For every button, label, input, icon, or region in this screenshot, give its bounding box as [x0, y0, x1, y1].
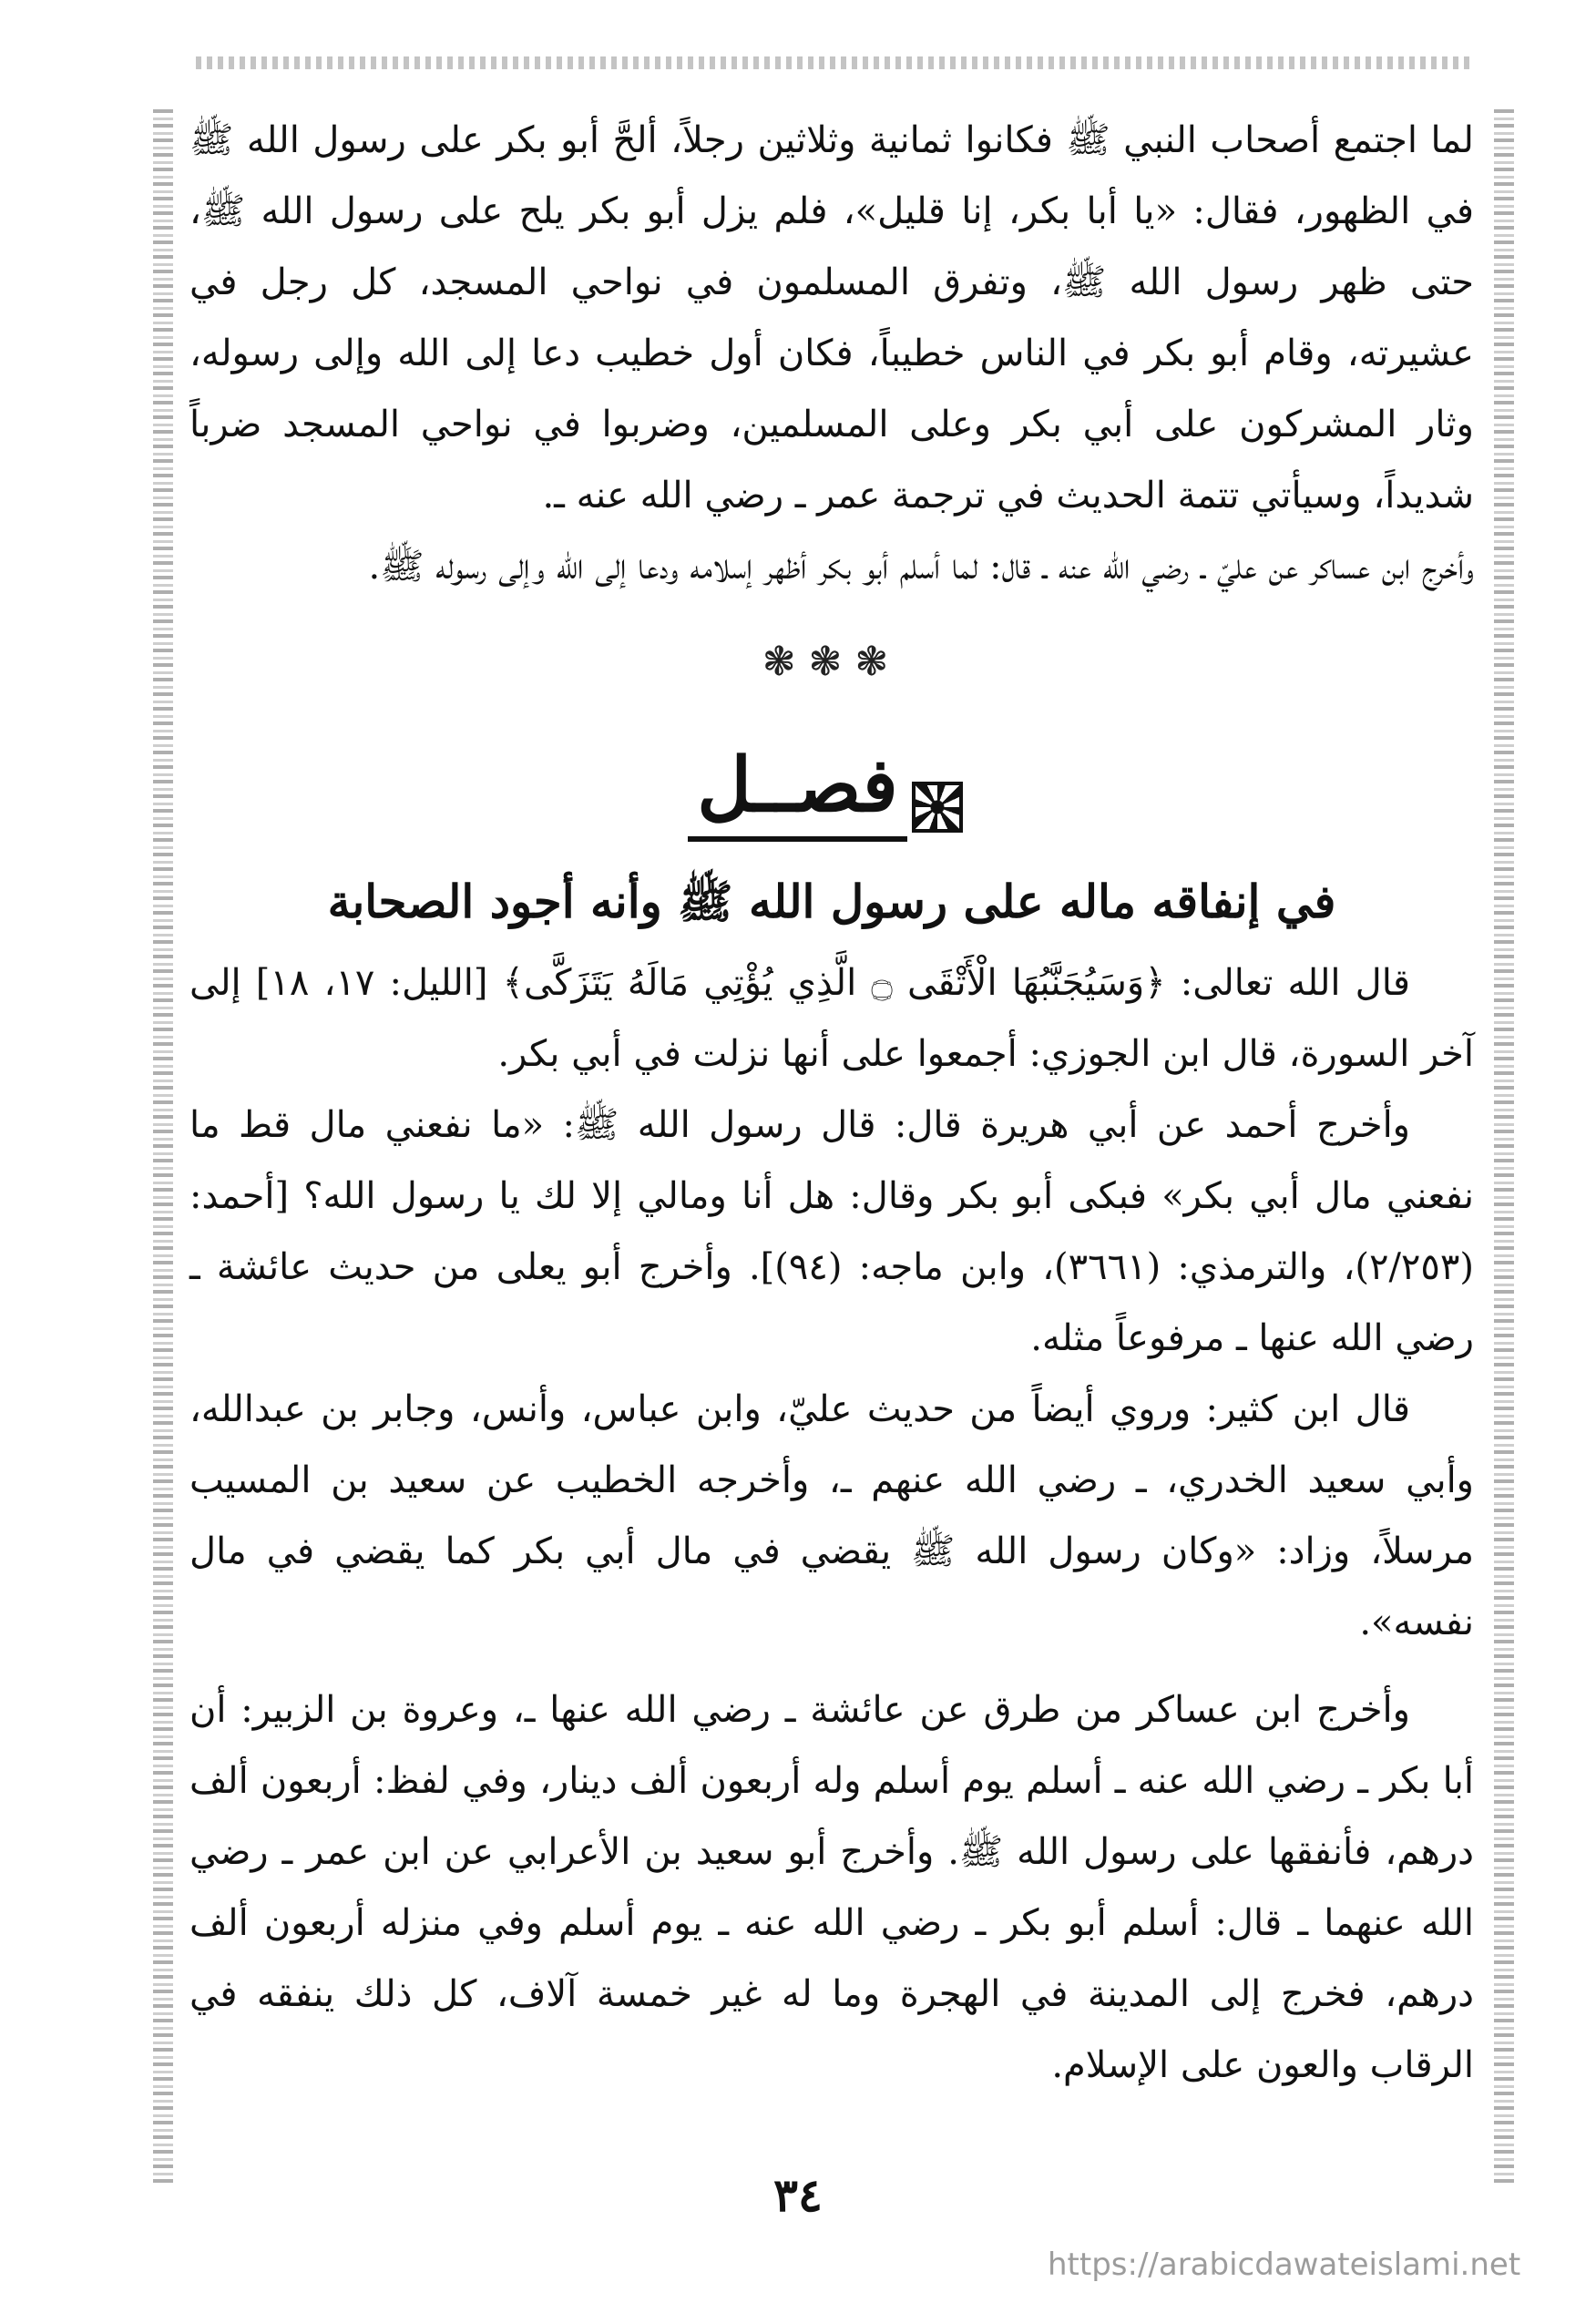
- watermark-url: https://arabicdawateislami.net: [1048, 2246, 1521, 2283]
- paragraph-ahmad-hadith: وأخرج أحمد عن أبي هريرة قال: قال رسول الله ﷺ: «ما نفعني مال قط ما نفعني مال أبي بكر» فبكى أبو بكر وقال: هل أنا ومالي إلا لك يا رسول الله؟ [أحمد: (٢/٢٥٣)، والترمذي: (٣٦٦١)، وابن ماجه: (٩٤)]. وأخرج أبو يعلى من حديث عائشة ـ رضي الله عنها ـ مرفوعاً مثله.: [189, 1104, 1474, 1359]
- paragraph-ibn-kathir: قال ابن كثير: وروي أيضاً من حديث عليّ، وابن عباس، وأنس، وجابر بن عبدالله، وأبي سعيد الخدري، ـ رضي الله عنهم ـ، وأخرجه الخطيب عن سعيد بن المسيب مرسلاً، وزاد: «وكان رسول الله ﷺ يقضي في مال أبي بكر كما يقضي في مال نفسه».: [189, 1388, 1475, 1643]
- right-decorative-border: [1494, 109, 1514, 2186]
- section-heading: [189, 740, 1474, 842]
- paragraph-ibn-asakir-ali: وأخرج ابن عساكر عن عليّ ـ رضي الله عنه ـ قال: لما أسلم أبو بكر أظهر إسلامه ودعا إلى الله وإلى رسوله ﷺ.: [368, 546, 1474, 588]
- section-title: في إنفاقه ماله على رسول الله ﷺ وأنه أجود الصحابة: [327, 875, 1336, 928]
- paragraph-quran-verse: قال الله تعالى: ﴿وَسَيُجَنَّبُهَا الْأَتْقَى ۝ الَّذِي يُؤْتِي مَالَهُ يَتَزَكَّى﴾ [الليل: ١٧، ١٨] إلى آخر السورة، قال ابن الجوزي: أجمعوا على أنها نزلت في أبي بكر.: [189, 962, 1474, 1075]
- separator-stars: ❃❃❃: [762, 639, 902, 685]
- geometric-ornament-icon: [912, 782, 963, 833]
- left-decorative-border: [153, 109, 173, 2186]
- paragraph-companions-gathering: لما اجتمع أصحاب النبي ﷺ فكانوا ثمانية وثلاثين رجلاً، ألحَّ أبو بكر على رسول الله ﷺ في الظهور، فقال: «يا أبا بكر، إنا قليل»، فلم يزل أبو بكر يلح على رسول الله ﷺ، حتى ظهر رسول الله ﷺ، وتفرق المسلمون في نواحي المسجد، كل رجل في عشيرته، وقام أبو بكر في الناس خطيباً، فكان أول خطيب دعا إلى الله وإلى رسوله، وثار المشركون على أبي بكر وعلى المسلمين، وضربوا في نواحي المسجد ضرباً شديداً، وسيأتي تتمة الحديث في ترجمة عمر ـ رضي الله عنه ـ.: [189, 119, 1474, 517]
- paragraph-forty-thousand: وأخرج ابن عساكر من طرق عن عائشة ـ رضي الله عنها ـ، وعروة بن الزبير: أن أبا بكر ـ رضي الله عنه ـ أسلم يوم أسلم وله أربعون ألف دينار، وفي لفظ: أربعون ألف درهم، فأنفقها على رسول الله ﷺ. وأخرج أبو سعيد بن الأعرابي عن ابن عمر ـ رضي الله عنهما ـ قال: أسلم أبو بكر ـ رضي الله عنه ـ يوم أسلم وفي منزله أربعون ألف درهم، فخرج إلى المدينة في الهجرة وما له غير خمسة آلاف، كل ذلك ينفقه في الرقاب والعون على الإسلام.: [189, 1689, 1475, 2086]
- page-content: [189, 105, 1474, 2101]
- page-number: ٣٤: [773, 2168, 823, 2222]
- top-decorative-border: [196, 56, 1471, 69]
- section-label: فصــل: [688, 740, 906, 842]
